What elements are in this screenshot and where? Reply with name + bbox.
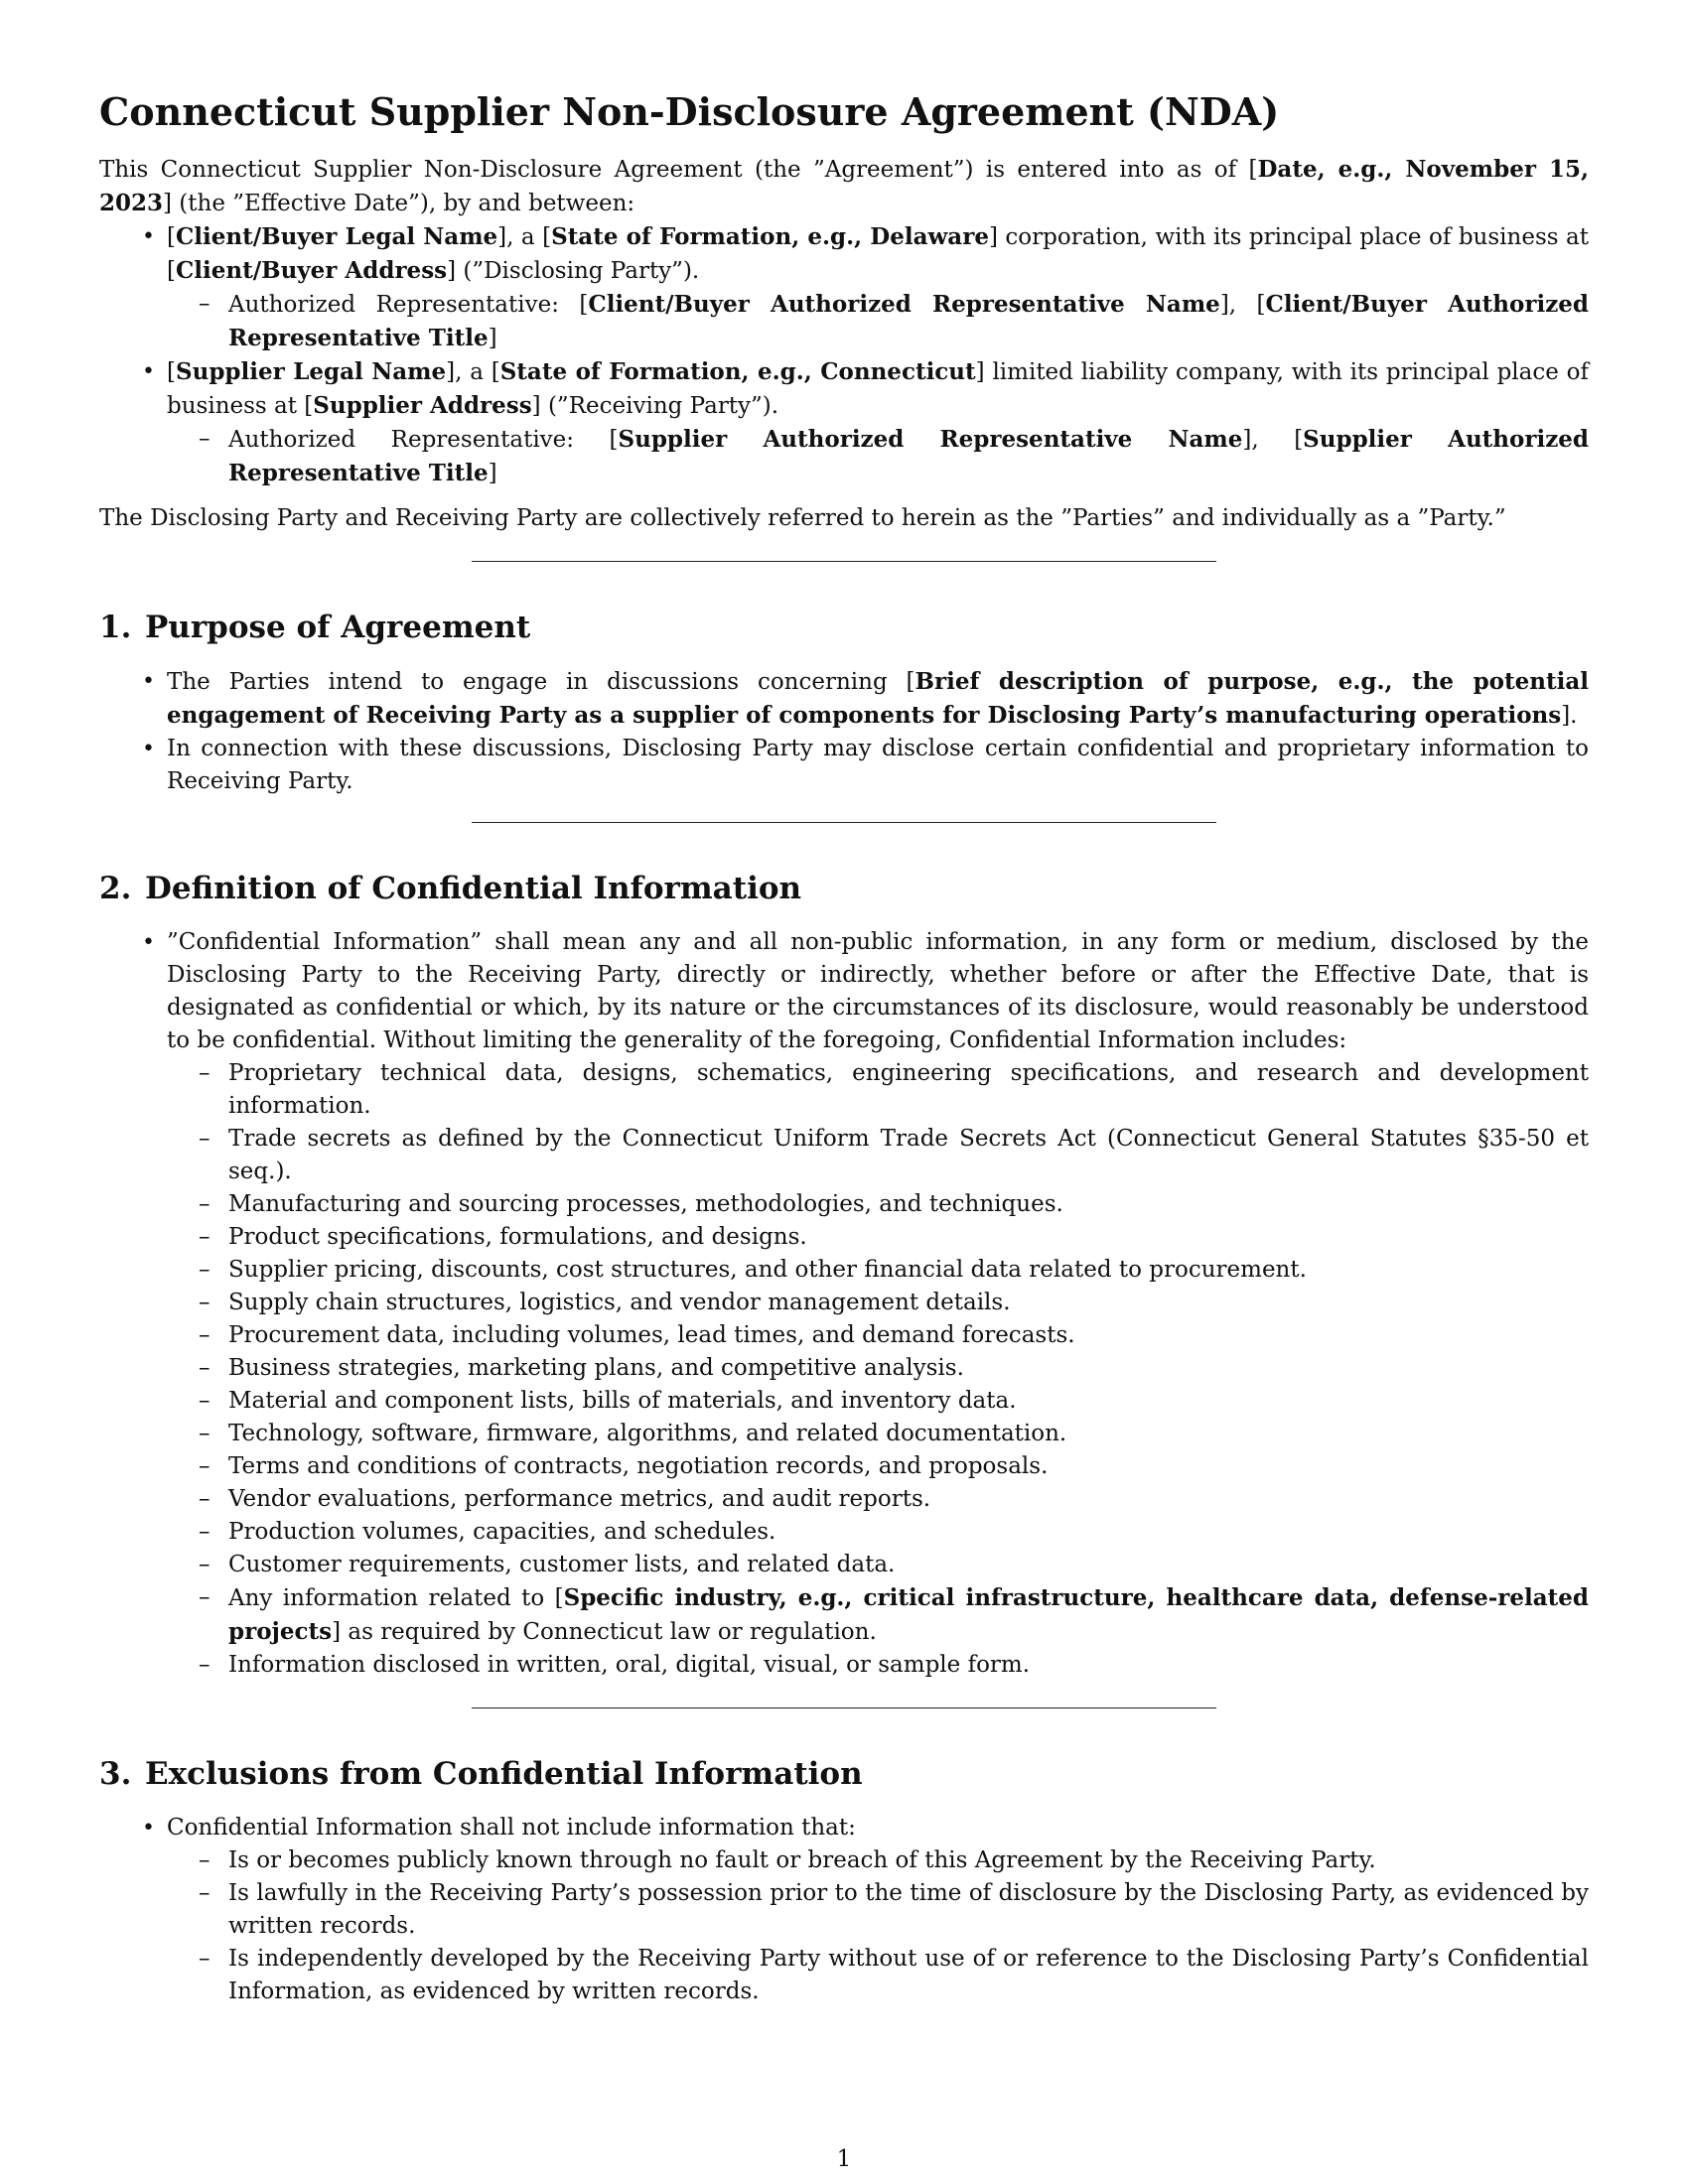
- list-item: – Is independently developed by the Receiving Party without use of or reference to the Disclosing Party’s Confidential Information, as evidenced by written records.: [167, 1943, 1589, 2008]
- section-divider: [472, 1707, 1216, 1708]
- exclusions-list: [99, 1812, 1589, 2008]
- party-receiving: • [Supplier Legal Name], a [State of Formation, e.g., Connecticut] limited liability company, with its principal place of business at [Supplier Address] (”Receiving Party”). – Authorized Representative: [Supplier Authorized Representative Name], [Supplier Authorized Representative Title]: [99, 355, 1589, 490]
- list-item: – Manufacturing and sourcing processes, methodologies, and techniques.: [167, 1188, 1589, 1221]
- section-heading-definition: 2. Definition of Confidential Information: [99, 871, 802, 906]
- document-page: [99, 89, 1589, 2008]
- authorized-representative: – Authorized Representative: [Client/Buyer Authorized Representative Name], [Client/Buyer Authorized Representative Title]: [167, 288, 1589, 355]
- party-rep-list: [167, 423, 1589, 490]
- party-address-placeholder: Client/Buyer Address: [175, 257, 448, 284]
- effective-date-placeholder: Date, e.g., November 15, 2023: [99, 156, 1590, 216]
- party-disclosing: • [Client/Buyer Legal Name], a [State of Formation, e.g., Delaware] corporation, with its principal place of business at [Client/Buyer Address] (”Disclosing Party”). – Authorized Representative: [Client/Buyer Authorized Representative Name], [Client/Buyer Authorized Representative Title]: [99, 220, 1589, 355]
- section-heading-exclusions: 3. Exclusions from Confidential Information: [99, 1756, 863, 1792]
- authorized-representative: – Authorized Representative: [Supplier Authorized Representative Name], [Supplier Authorized Representative Title]: [167, 423, 1589, 490]
- page-number: 1: [836, 2146, 852, 2172]
- list-item: • The Parties intend to engage in discussions concerning [Brief description of purpose, e.g., the potential engagement of Receiving Party as a supplier of components for Disclosing Party’s manufacturing operations].: [99, 665, 1589, 733]
- party-state-placeholder: State of Formation, e.g., Connecticut: [499, 358, 976, 385]
- list-item: – Production volumes, capacities, and schedules.: [167, 1516, 1589, 1549]
- list-item: – Supply chain structures, logistics, and vendor management details.: [167, 1287, 1589, 1319]
- party-name-placeholder: Supplier Legal Name: [175, 358, 447, 385]
- confidential-info-items: [167, 1057, 1589, 1682]
- exclusion-items: [167, 1844, 1589, 2008]
- list-item: – Customer requirements, customer lists, and related data.: [167, 1549, 1589, 1581]
- purpose-list: [99, 665, 1589, 798]
- list-item: – Terms and conditions of contracts, negotiation records, and proposals.: [167, 1450, 1589, 1483]
- intro-paragraph: This Connecticut Supplier Non-Disclosure Agreement (the ”Agreement”) is entered into as of [Date, e.g., November 15, 2023] (the ”Effective Date”), by and between:: [99, 156, 1590, 216]
- list-item: – Supplier pricing, discounts, cost structures, and other financial data related to procurement.: [167, 1254, 1589, 1287]
- party-state-placeholder: State of Formation, e.g., Delaware: [551, 223, 989, 250]
- list-item: – Is lawfully in the Receiving Party’s possession prior to the time of disclosure by the Disclosing Party, as evidenced by written records.: [167, 1877, 1589, 1943]
- list-item: – Proprietary technical data, designs, schematics, engineering specifications, and research and development information.: [167, 1057, 1589, 1123]
- list-item: • Confidential Information shall not include information that: – Is or becomes publicly known through no fault or breach of this Agreement by the Receiving Party. – Is lawfully in the Receiving Party’s possession prior to the time of disclosure by the Disclosing Party, as evidenced by written records. – Is independently developed by the Receiving Party without use of or reference to the Disclosing Party’s Confidential Information, as evidenced by written records.: [99, 1812, 1589, 2008]
- list-item: – Any information related to [Specific industry, e.g., critical infrastructure, healthcare data, defense-related projects] as required by Connecticut law or regulation.: [167, 1581, 1589, 1649]
- section-divider: [472, 561, 1216, 562]
- list-item: – Business strategies, marketing plans, and competitive analysis.: [167, 1352, 1589, 1385]
- list-item: – Trade secrets as defined by the Connecticut Uniform Trade Secrets Act (Connecticut General Statutes §35-50 et seq.).: [167, 1123, 1589, 1188]
- parties-list: [99, 220, 1589, 490]
- party-rep-list: [167, 288, 1589, 355]
- list-item: – Product specifications, formulations, and designs.: [167, 1221, 1589, 1254]
- list-item: • ”Confidential Information” shall mean any and all non-public information, in any form or medium, disclosed by the Disclosing Party to the Receiving Party, directly or indirectly, whether before or after the Effective Date, that is designated as confidential or which, by its nature or the circumstances of its disclosure, would reasonably be understood to be confidential. Without limiting the generality of the foregoing, Confidential Information includes: – Proprietary technical data, designs, schematics, engineering specifications, and research and development information. – Trade secrets as defined by the Connecticut Uniform Trade Secrets Act (Connecticut General Statutes §35-50 et seq.). – Manufacturing and sourcing processes, methodologies, and techniques. – Product specifications, formulations, and designs. – Supplier pricing, discounts, cost structures, and other financial data related to procurement. – Supply chain structures, logistics, and vendor management details. – Procurement data, including volumes, lead times, and demand forecasts. – Business strategies, marketing plans, and competitive analysis. – Material and component lists, bills of materials, and inventory data. – Technology, software, firmware, algorithms, and related documentation. – Terms and conditions of contracts, negotiation records, and proposals. – Vendor evaluations, performance metrics, and audit reports. – Production volumes, capacities, and schedules. – Customer requirements, customer lists, and related data. – Any information related to [Specific industry, e.g., critical infrastructure, healthcare data, defense-related projects] as required by Connecticut law or regulation. – Information disclosed in written, oral, digital, visual, or sample form.: [99, 926, 1589, 1682]
- list-item: – Procurement data, including volumes, lead times, and demand forecasts.: [167, 1319, 1589, 1352]
- list-item: • In connection with these discussions, Disclosing Party may disclose certain confidential and proprietary information to Receiving Party.: [99, 733, 1589, 798]
- list-item: – Is or becomes publicly known through no fault or breach of this Agreement by the Receiving Party.: [167, 1844, 1589, 1877]
- list-item: – Vendor evaluations, performance metrics, and audit reports.: [167, 1483, 1589, 1516]
- section-heading-purpose: 1. Purpose of Agreement: [99, 610, 531, 645]
- list-item: – Technology, software, firmware, algorithms, and related documentation.: [167, 1418, 1589, 1450]
- document-title: Connecticut Supplier Non-Disclosure Agreement (NDA): [99, 89, 1280, 134]
- list-item: – Material and component lists, bills of materials, and inventory data.: [167, 1385, 1589, 1418]
- party-address-placeholder: Supplier Address: [313, 392, 532, 419]
- list-item: – Information disclosed in written, oral, digital, visual, or sample form.: [167, 1649, 1589, 1682]
- definition-list: [99, 926, 1589, 1682]
- parties-closing-paragraph: The Disclosing Party and Receiving Party are collectively referred to herein as the ”Parties” and individually as a ”Party.”: [99, 505, 1506, 531]
- party-name-placeholder: Client/Buyer Legal Name: [175, 223, 498, 250]
- section-divider: [472, 822, 1216, 823]
